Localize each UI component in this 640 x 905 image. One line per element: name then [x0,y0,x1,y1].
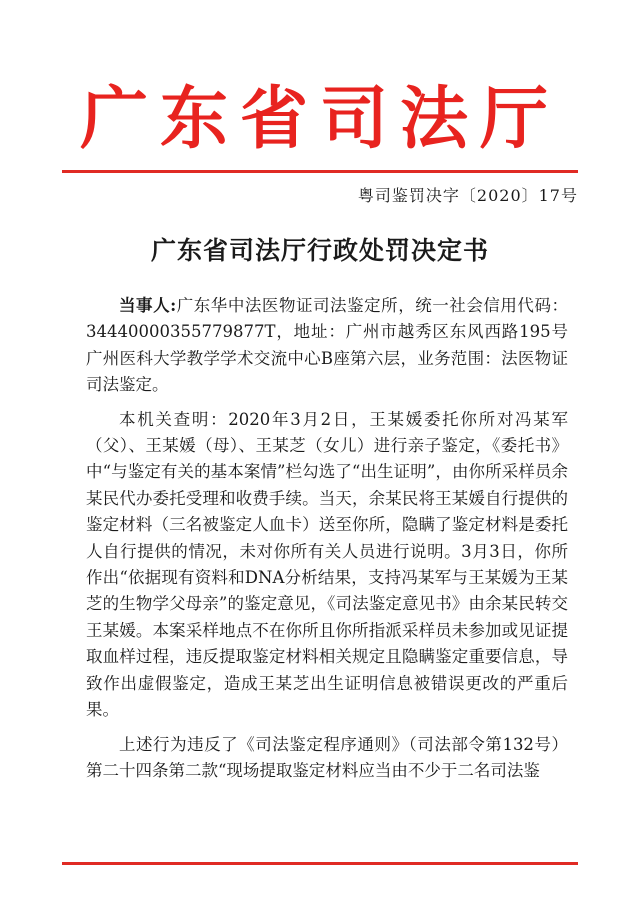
masthead-red-rule [62,170,578,173]
party-text: 广东华中法医物证司法鉴定所，统一社会信用代码：34440000355779877T，地址：广州市越秀区东风西路195号广州医科大学教学学术交流中心B座第六层，业务范围：法医物证司法鉴定。 [86,296,569,395]
party-label: 当事人: [119,296,177,315]
document-body [86,293,568,784]
document-number: 粤司鉴罚决字〔2020〕17号 [357,186,578,205]
footer-red-rule [62,862,578,865]
findings-paragraph: 本机关查明：2020年3月2日，王某媛委托你所对冯某军（父）、王某媛（母）、王某芝（女儿）进行亲子鉴定，《委托书》中“与鉴定有关的基本案情”栏勾选了“出生证明”，由你所采样员余某民代办委托受理和收费手续。当天，余某民将王某媛自行提供的鉴定材料（三名被鉴定人血卡）送至你所，隐瞒了鉴定材料是委托人自行提供的情况，未对你所有关人员进行说明。3月3日，你所作出“依据现有资料和DNA分析结果，支持冯某军与王某媛为王某芝的生物学父母亲”的鉴定意见，《司法鉴定意见书》由余某民转交王某媛。本案采样地点不在你所且你所指派采样员未参加或见证提取血样过程，违反提取鉴定材料相关规定且隐瞒鉴定重要信息，导致作出虚假鉴定，造成王某芝出生证明信息被错误更改的严重后果。 [86,409,568,720]
violation-paragraph: 上述行为违反了《司法鉴定程序通则》（司法部令第132号）第二十四条第二款“现场提取鉴定材料应当由不少于二名司法鉴 [86,734,568,780]
document-title: 广东省司法厅行政处罚决定书 [150,236,489,265]
agency-masthead: 广东省司法厅 [79,79,560,159]
party-paragraph [86,293,568,399]
